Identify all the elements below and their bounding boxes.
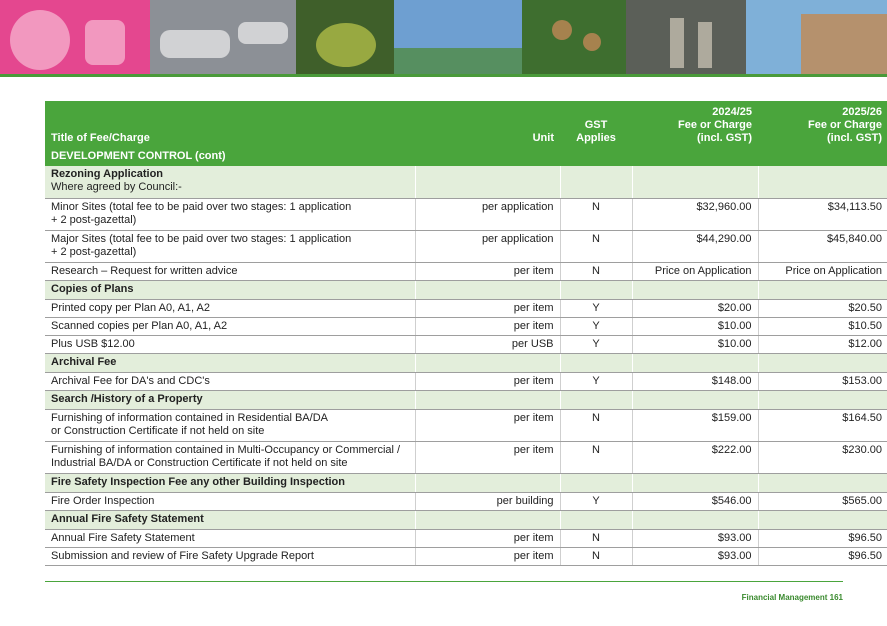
fee-unit: per application [415, 198, 560, 230]
header-fee-2025: 2025/26 Fee or Charge (incl. GST) [758, 101, 887, 148]
fee-2025: $96.50 [758, 529, 887, 547]
fee-title: Submission and review of Fire Safety Upgrade Report [45, 547, 415, 565]
header-row [45, 101, 887, 148]
fee-2024: $93.00 [632, 547, 758, 565]
fee-unit: per item [415, 441, 560, 473]
fee-title: Minor Sites (total fee to be paid over two stages: 1 application + 2 post-gazettal) [45, 198, 415, 230]
photo-building-trees [746, 0, 887, 74]
photo-electric-cars [150, 0, 296, 74]
table-row [45, 299, 887, 317]
fee-2025: $12.00 [758, 335, 887, 353]
fee-gst: N [560, 409, 632, 441]
fee-2025: $96.50 [758, 547, 887, 565]
fee-gst: N [560, 529, 632, 547]
fee-gst: Y [560, 372, 632, 390]
fee-gst: N [560, 230, 632, 262]
table-row [45, 529, 887, 547]
fee-2024: $159.00 [632, 409, 758, 441]
page-footer: Financial Management 161 [741, 593, 843, 602]
fee-title: Fire Order Inspection [45, 492, 415, 510]
fee-2024: $32,960.00 [632, 198, 758, 230]
fee-unit: per application [415, 230, 560, 262]
fee-2025: $153.00 [758, 372, 887, 390]
fee-2024: $44,290.00 [632, 230, 758, 262]
header-unit: Unit [415, 101, 560, 148]
fee-gst: Y [560, 317, 632, 335]
fee-2025: $45,840.00 [758, 230, 887, 262]
group-heading-search [45, 390, 887, 409]
fee-title: Archival Fee for DA's and CDC's [45, 372, 415, 390]
fee-unit: per building [415, 492, 560, 510]
group-heading-fire-inspection [45, 473, 887, 492]
table-row [45, 198, 887, 230]
photo-street-walkers [626, 0, 746, 74]
table-row [45, 441, 887, 473]
group-title: Fire Safety Inspection Fee any other Building Inspection [45, 473, 415, 492]
fee-gst: N [560, 198, 632, 230]
fee-unit: per item [415, 299, 560, 317]
fee-gst: N [560, 547, 632, 565]
fee-unit: per item [415, 409, 560, 441]
fee-unit: per item [415, 529, 560, 547]
fee-title: Printed copy per Plan A0, A1, A2 [45, 299, 415, 317]
table-row [45, 547, 887, 565]
table-row [45, 335, 887, 353]
fee-2024: $148.00 [632, 372, 758, 390]
group-title: Rezoning Application Where agreed by Council:- [45, 166, 415, 198]
fee-unit: per item [415, 262, 560, 280]
section-title: DEVELOPMENT CONTROL (cont) [45, 148, 887, 166]
fee-2025: $20.50 [758, 299, 887, 317]
fee-2025: $230.00 [758, 441, 887, 473]
group-note: Where agreed by Council:- [51, 181, 182, 193]
group-heading-plans [45, 280, 887, 299]
fee-title: Furnishing of information contained in Residential BA/DA or Construction Certificate if not held on site [45, 409, 415, 441]
group-title: Copies of Plans [45, 280, 415, 299]
fee-title: Research – Request for written advice [45, 262, 415, 280]
header-title: Title of Fee/Charge [45, 101, 415, 148]
table-row [45, 262, 887, 280]
group-title: Archival Fee [45, 353, 415, 372]
table-row [45, 409, 887, 441]
fee-2024: $93.00 [632, 529, 758, 547]
header-fee-2024: 2024/25 Fee or Charge (incl. GST) [632, 101, 758, 148]
photo-kids-garden [522, 0, 626, 74]
section-heading [45, 148, 887, 166]
fee-2025: Price on Application [758, 262, 887, 280]
photo-children-reading [0, 0, 150, 74]
table-row [45, 317, 887, 335]
header-gst: GST Applies [560, 101, 632, 148]
fee-2025: $164.50 [758, 409, 887, 441]
fee-gst: Y [560, 299, 632, 317]
fee-gst: N [560, 441, 632, 473]
fee-gst: Y [560, 335, 632, 353]
fee-title: Furnishing of information contained in Multi-Occupancy or Commercial / Industrial BA/DA or Construction Certificate if not held on site [45, 441, 415, 473]
fee-unit: per USB [415, 335, 560, 353]
fee-unit: per item [415, 317, 560, 335]
fee-2024: $10.00 [632, 335, 758, 353]
photo-family-park [394, 0, 522, 74]
fee-unit: per item [415, 372, 560, 390]
fee-2024: $20.00 [632, 299, 758, 317]
fee-2024: $222.00 [632, 441, 758, 473]
group-heading-archival [45, 353, 887, 372]
footer-rule [45, 581, 843, 582]
fee-2025: $34,113.50 [758, 198, 887, 230]
group-title: Search /History of a Property [45, 390, 415, 409]
banner-rule [0, 74, 887, 77]
table-row [45, 492, 887, 510]
photo-frog [296, 0, 394, 74]
fee-gst: N [560, 262, 632, 280]
fee-title: Plus USB $12.00 [45, 335, 415, 353]
fee-table [45, 101, 887, 566]
group-title: Annual Fire Safety Statement [45, 510, 415, 529]
fee-title: Scanned copies per Plan A0, A1, A2 [45, 317, 415, 335]
group-heading-fire-statement [45, 510, 887, 529]
fee-2025: $10.50 [758, 317, 887, 335]
fee-title: Annual Fire Safety Statement [45, 529, 415, 547]
fee-2024: $10.00 [632, 317, 758, 335]
fee-unit: per item [415, 547, 560, 565]
table-row [45, 372, 887, 390]
fee-2024: $546.00 [632, 492, 758, 510]
fee-2025: $565.00 [758, 492, 887, 510]
fee-title: Major Sites (total fee to be paid over two stages: 1 application + 2 post-gazettal) [45, 230, 415, 262]
table-row [45, 230, 887, 262]
banner [0, 0, 887, 74]
fee-2024: Price on Application [632, 262, 758, 280]
group-heading-rezoning [45, 166, 887, 198]
fee-gst: Y [560, 492, 632, 510]
